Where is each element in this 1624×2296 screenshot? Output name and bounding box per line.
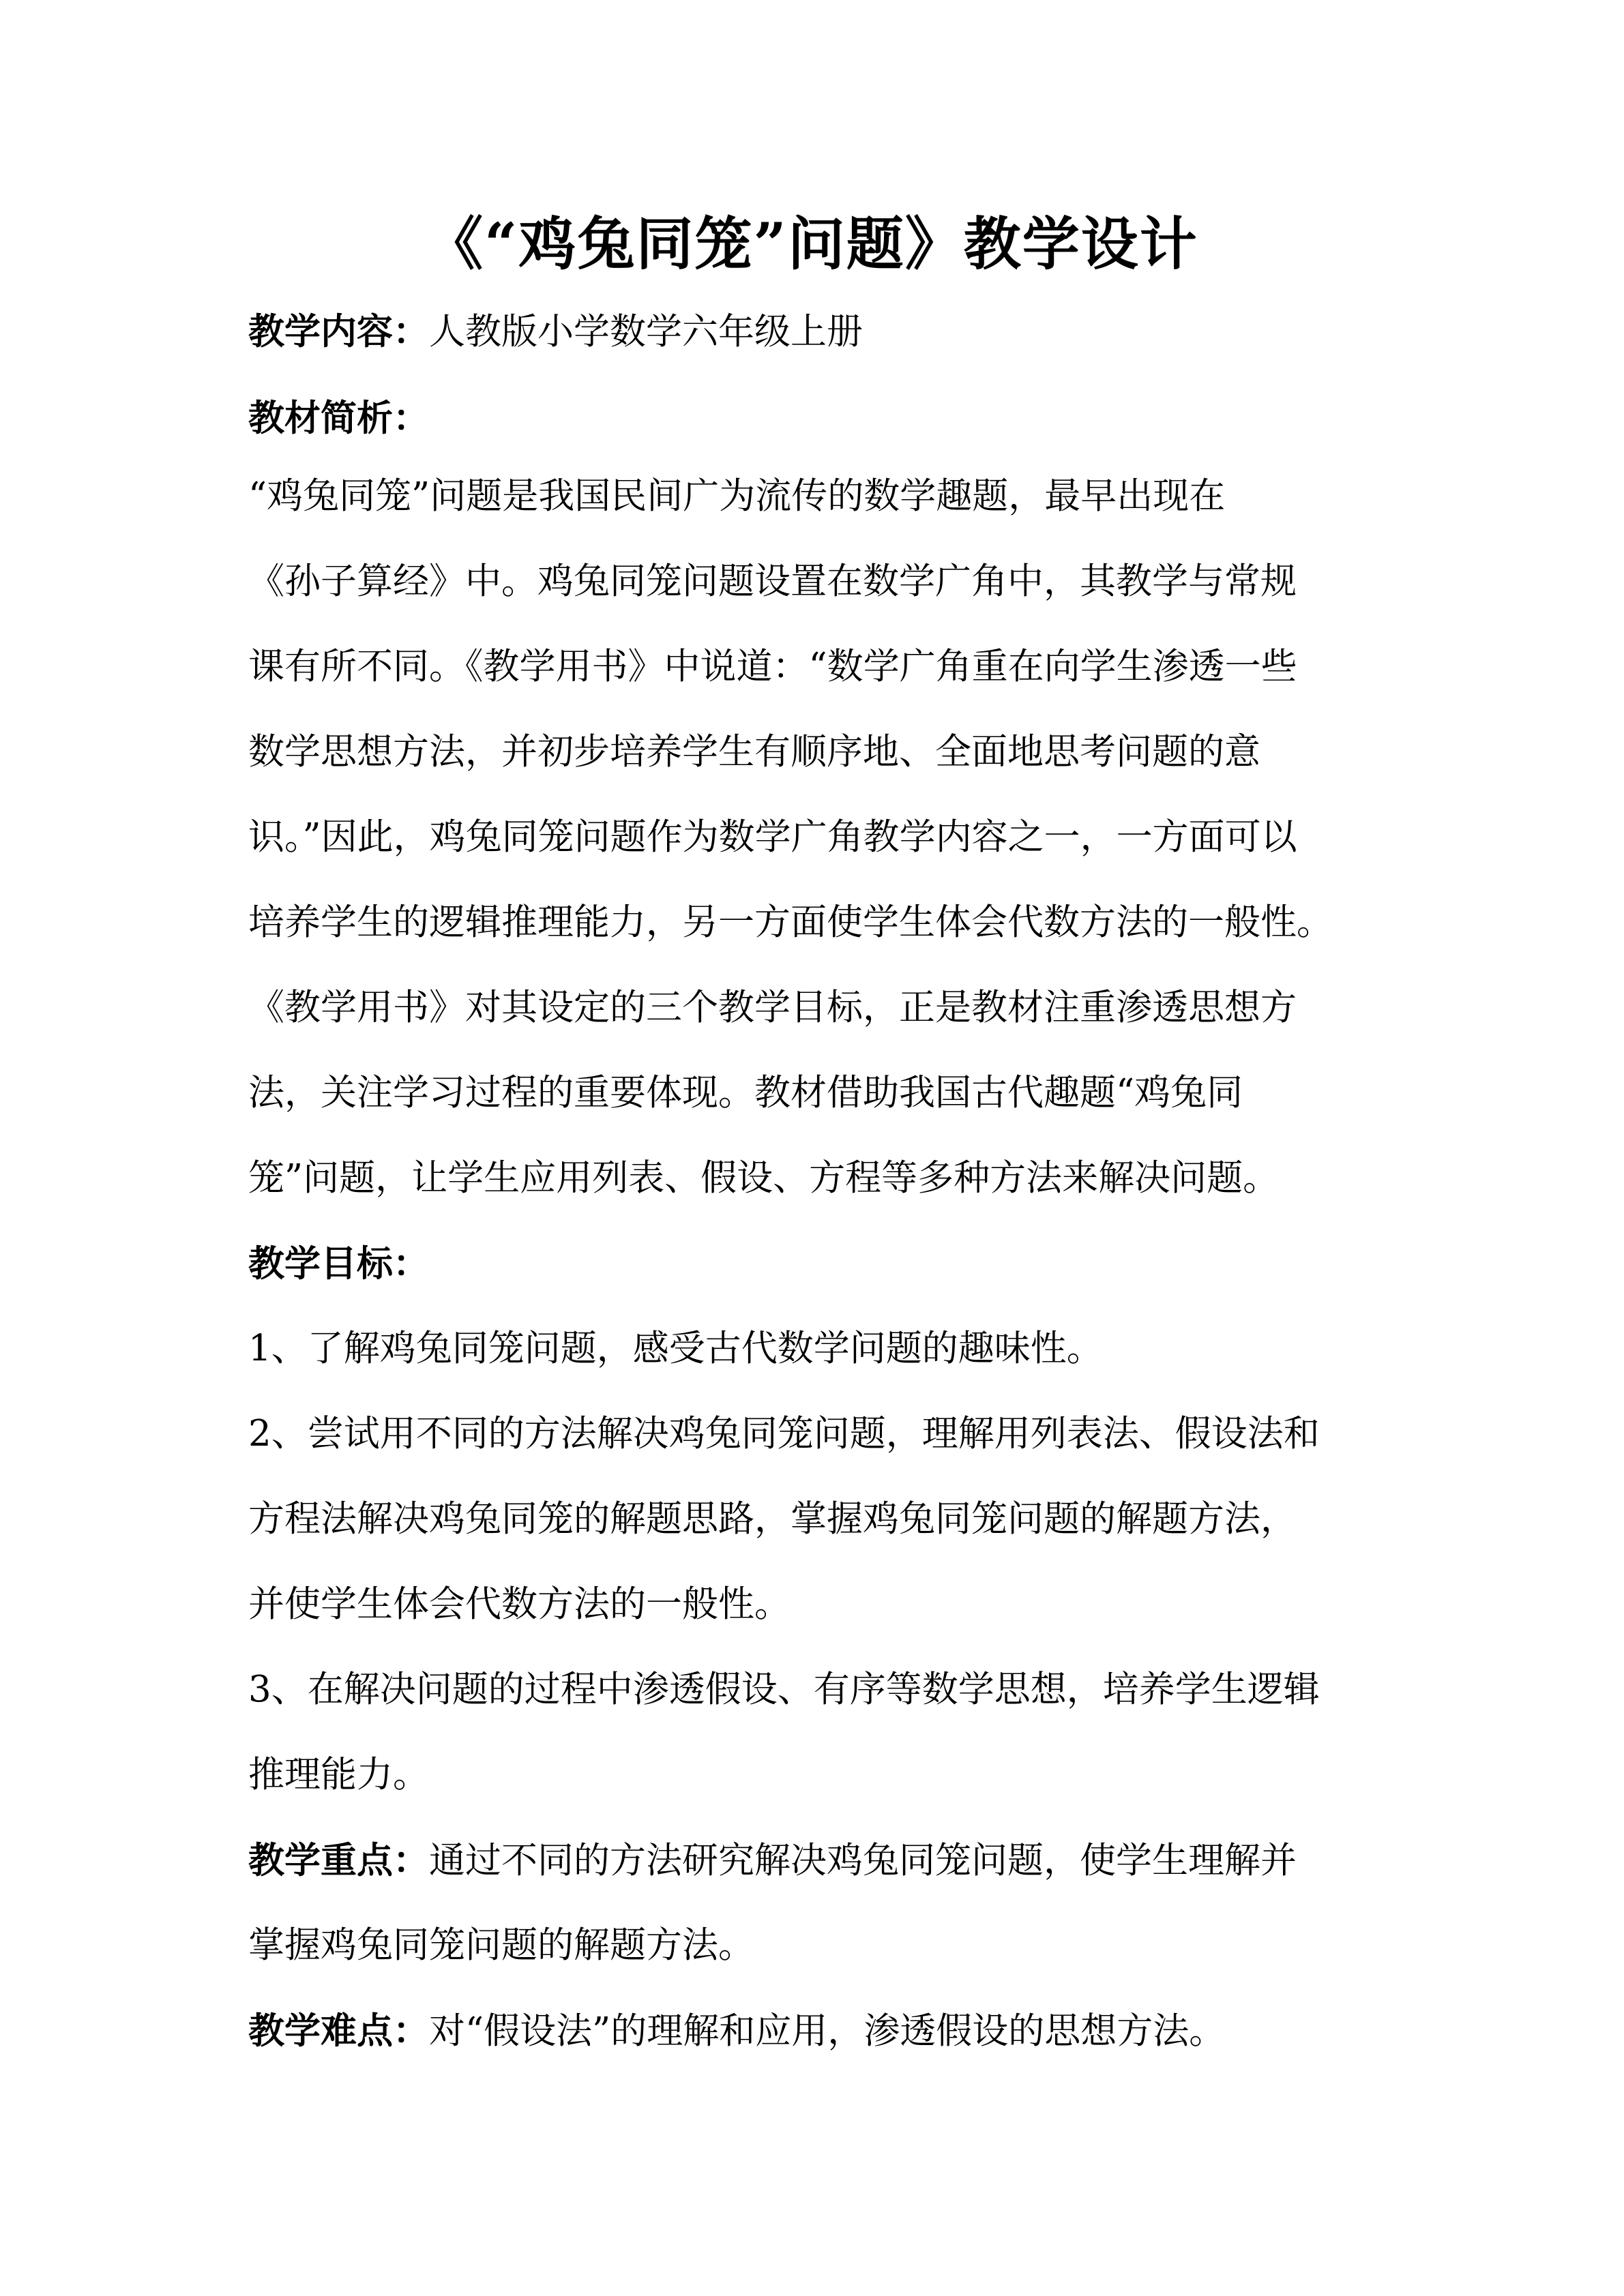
analysis-heading: 教材简析： bbox=[248, 397, 429, 439]
objective-line: 推理能力。 bbox=[248, 1754, 429, 1795]
objective-line: 1、了解鸡兔同笼问题，感受古代数学问题的趣味性。 bbox=[248, 1328, 1103, 1369]
analysis-line: “鸡兔同笼”问题是我国民间广为流传的数学趣题，最早出现在 bbox=[248, 475, 1226, 517]
key-point-line: 掌握鸡兔同笼问题的解题方法。 bbox=[248, 1924, 754, 1966]
document-title: 《“鸡兔同笼”问题》教学设计 bbox=[426, 210, 1198, 278]
difficulty-line bbox=[248, 2003, 1225, 2058]
analysis-line: 课有所不同。《教学用书》中说道：“数学广角重在向学生渗透一些 bbox=[248, 646, 1297, 687]
objective-line: 2、尝试用不同的方法解决鸡兔同笼问题，理解用列表法、假设法和 bbox=[248, 1413, 1320, 1455]
objective-line: 并使学生体会代数方法的一般性。 bbox=[248, 1583, 791, 1625]
analysis-line: 笼”问题，让学生应用列表、假设、方程等多种方法来解决问题。 bbox=[248, 1157, 1280, 1199]
difficulty-text: 对“假设法”的理解和应用，渗透假设的思想方法。 bbox=[429, 2010, 1226, 2052]
content-label: 教学内容： bbox=[248, 310, 429, 353]
content-text: 人教版小学数学六年级上册 bbox=[429, 311, 863, 353]
analysis-line: 培养学生的逻辑推理能力，另一方面使学生体会代数方法的一般性。 bbox=[248, 901, 1333, 943]
analysis-line: 法，关注学习过程的重要体现。教材借助我国古代趣题“鸡兔同 bbox=[248, 1072, 1243, 1114]
objectives-heading: 教学目标： bbox=[248, 1242, 429, 1285]
key-point-label: 教学重点： bbox=[248, 1839, 429, 1881]
difficulty-label: 教学难点： bbox=[248, 2010, 429, 2052]
analysis-line: 数学思想方法，并初步培养学生有顺序地、全面地思考问题的意 bbox=[248, 731, 1260, 773]
analysis-line: 《教学用书》对其设定的三个教学目标，正是教材注重渗透思想方 bbox=[248, 987, 1297, 1028]
analysis-line: 识。”因此，鸡兔同笼问题作为数学广角教学内容之一，一方面可以 bbox=[248, 816, 1297, 858]
key-point-line bbox=[248, 1833, 1297, 1888]
key-point-text: 通过不同的方法研究解决鸡兔同笼问题，使学生理解并 bbox=[429, 1840, 1297, 1881]
objective-line: 3、在解决问题的过程中渗透假设、有序等数学思想，培养学生逻辑 bbox=[248, 1669, 1320, 1710]
analysis-line: 《孙子算经》中。鸡兔同笼问题设置在数学广角中，其教学与常规 bbox=[248, 561, 1297, 602]
content-line bbox=[248, 304, 863, 359]
objective-line: 方程法解决鸡兔同笼的解题思路，掌握鸡兔同笼问题的解题方法， bbox=[248, 1498, 1297, 1540]
